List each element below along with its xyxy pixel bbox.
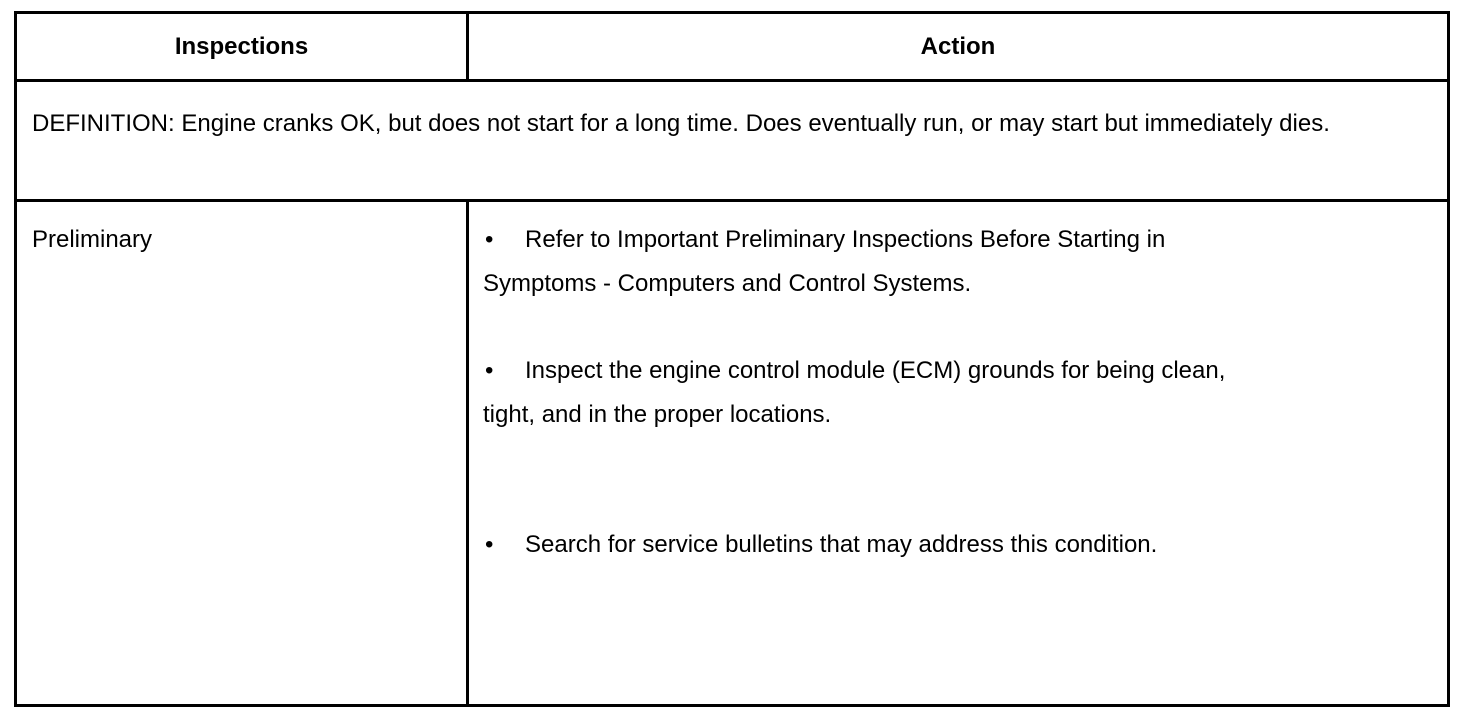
bullet-icon: •: [485, 531, 494, 558]
definition-text: DEFINITION: Engine cranks OK, but does not start for a long time. Does eventually run, or may start but immediately dies.: [32, 110, 1330, 137]
inspection-label: Preliminary: [32, 226, 153, 253]
action-text: Inspect the engine control module (ECM) grounds for being clean, tight, and in the proper locations.: [483, 357, 1226, 428]
header-action: Action: [920, 32, 996, 60]
bullet-icon: •: [485, 226, 494, 253]
action-item: [483, 523, 1283, 567]
inspection-cell: [17, 202, 469, 704]
table-header-row: [17, 14, 1447, 82]
action-text: Refer to Important Preliminary Inspections Before Starting in Symptoms - Computers and Control Systems.: [483, 226, 1166, 297]
action-item: [483, 218, 1283, 306]
action-cell: [469, 202, 1447, 704]
header-inspections: Inspections: [17, 14, 469, 79]
action-text: Search for service bulletins that may address this condition.: [525, 531, 1158, 558]
definition-row: [17, 82, 1447, 202]
table-row: [17, 202, 1447, 704]
diagnostic-table: [14, 11, 1450, 707]
bullet-icon: •: [485, 357, 494, 384]
action-item: [483, 349, 1283, 437]
